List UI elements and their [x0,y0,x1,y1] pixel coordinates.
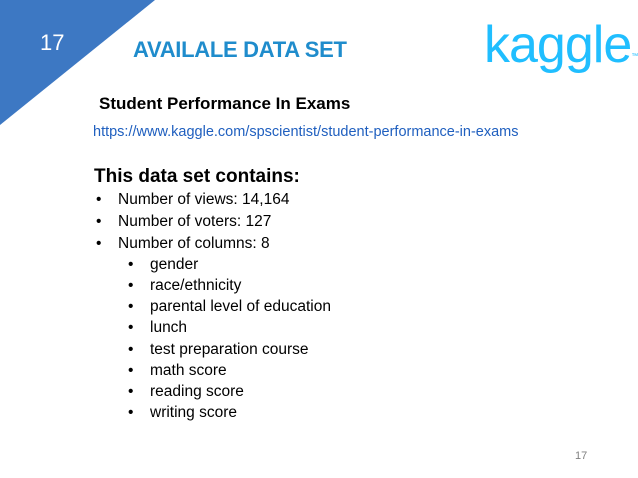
bullet-icon: • [128,341,134,358]
column-item [128,404,237,422]
section-heading: This data set contains: [94,166,300,187]
bullet-icon: • [128,404,134,421]
bullet-icon: • [96,213,102,230]
slide-title: AVAILALE DATA SET [133,37,347,62]
kaggle-logo-text: kaggle [484,16,632,74]
bullet-icon: • [96,235,102,252]
bullet-icon: • [128,383,134,400]
stat-columns-text: Number of columns: 8 [118,235,270,252]
column-name: lunch [150,319,188,336]
bullet-icon: • [128,319,134,336]
column-item [128,256,199,274]
column-item [128,362,227,380]
column-item [128,319,188,337]
dataset-name: Student Performance In Exams [99,94,351,113]
bullet-icon: • [128,362,134,379]
column-item [128,298,331,316]
column-name: writing score [150,404,237,421]
column-item [128,277,242,295]
column-name: parental level of education [150,298,331,315]
stat-voters [96,213,272,231]
column-name: race/ethnicity [150,277,242,294]
bullet-icon: • [96,191,102,208]
kaggle-logo [484,17,637,73]
stat-voters-text: Number of voters: 127 [118,213,272,230]
stat-views-text: Number of views: 14,164 [118,191,290,208]
column-name: gender [150,256,199,273]
column-name: reading score [150,383,244,400]
slide-number-corner: 17 [40,30,65,55]
column-name: test preparation course [150,341,309,358]
page-number: 17 [575,450,588,462]
bullet-icon: • [128,298,134,315]
bullet-icon: • [128,256,134,273]
stat-columns [96,235,270,253]
column-name: math score [150,362,227,379]
dataset-url[interactable]: https://www.kaggle.com/spscientist/student-performance-in-exams [93,124,519,140]
column-item [128,383,244,401]
stat-views [96,191,290,209]
trademark-mark: ™ [631,53,638,60]
bullet-icon: • [128,277,134,294]
column-item [128,341,309,359]
